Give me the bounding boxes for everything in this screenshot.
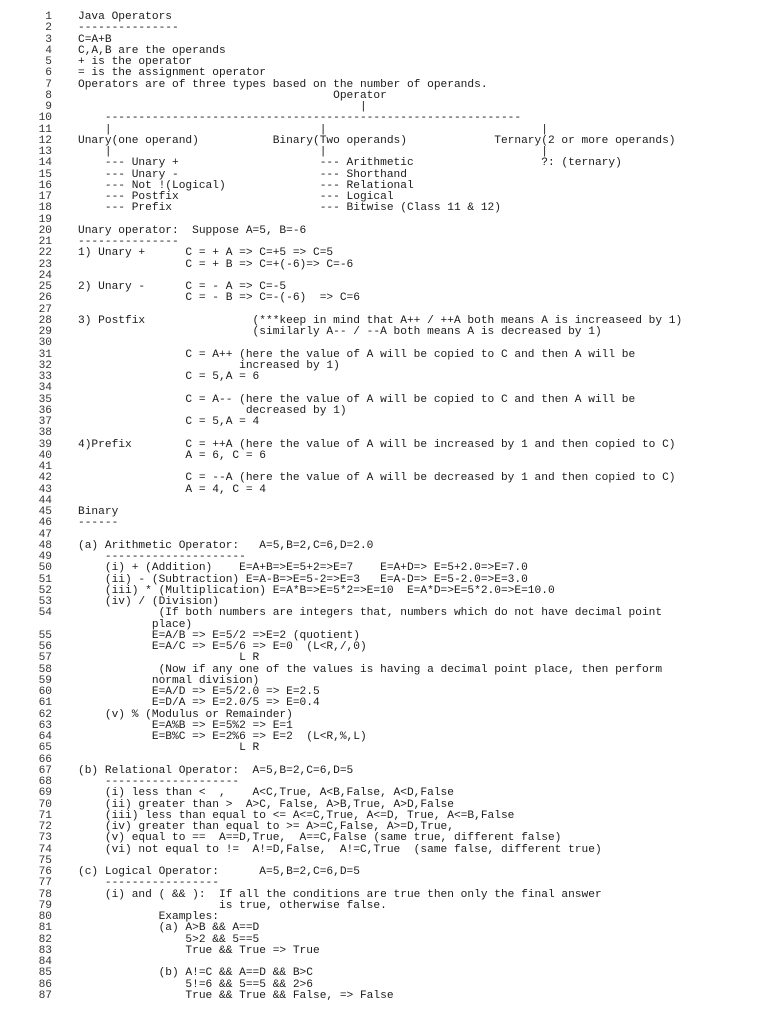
line-text: | xyxy=(78,101,367,113)
line-number: 15 xyxy=(38,168,52,181)
line-number: 18 xyxy=(38,202,52,215)
line-number: 44 xyxy=(38,494,52,507)
line-number: 3 xyxy=(45,33,52,46)
line-number: 49 xyxy=(38,551,52,563)
line-text: 5!=6 && 5==5 && 2>6 xyxy=(78,978,313,991)
line-number: 86 xyxy=(38,978,52,991)
line-text: Binary xyxy=(78,506,119,518)
text-line xyxy=(0,473,768,484)
text-line xyxy=(0,845,768,856)
line-text: (iv) / (Division) xyxy=(78,596,219,608)
line-number: 83 xyxy=(38,944,52,957)
line-text: E=A%B => E=5%2 => E=1 xyxy=(78,719,293,732)
line-text: | | | xyxy=(78,146,548,158)
line-number: 58 xyxy=(38,663,52,676)
line-number: 19 xyxy=(38,213,52,226)
line-number: 82 xyxy=(38,933,52,946)
text-line xyxy=(0,608,768,619)
line-text: C,A,B are the operands xyxy=(78,44,226,57)
line-number: 47 xyxy=(38,528,52,541)
line-text: --------------- xyxy=(78,236,179,248)
line-text: (b) A!=C && A==D && B>C xyxy=(78,967,313,980)
text-line xyxy=(0,946,768,957)
line-number: 42 xyxy=(38,472,52,485)
line-number: 67 xyxy=(38,764,52,777)
line-number: 70 xyxy=(38,798,52,811)
line-text: (v) equal to == A==D,True, A==C,False (same true, different false) xyxy=(78,832,562,845)
line-text: Operators are of three types based on the number of operands. xyxy=(78,78,488,91)
line-number: 57 xyxy=(38,652,52,665)
line-number: 9 xyxy=(45,101,52,113)
line-text: A = 4, C = 4 xyxy=(78,483,266,496)
line-text: ------ xyxy=(78,517,119,530)
line-number: 51 xyxy=(38,573,52,586)
line-number: 73 xyxy=(38,832,52,845)
line-text: (iii) * (Multiplication) E=A*B=>E=5*2=>E=10 E=A*D=>E=5*2.0=>E=10.0 xyxy=(78,584,555,597)
text-line xyxy=(0,518,768,529)
line-number: 31 xyxy=(38,348,52,361)
line-number: 37 xyxy=(38,416,52,428)
line-number: 38 xyxy=(38,427,52,440)
line-text: --------------------- xyxy=(78,551,246,563)
text-line xyxy=(0,113,768,124)
line-text: 3) Postfix (***keep in mind that A++ / ++A both means A is increaseed by 1) xyxy=(78,314,683,327)
line-number: 64 xyxy=(38,731,52,743)
line-number: 11 xyxy=(38,123,52,136)
line-number: 22 xyxy=(38,247,52,260)
line-number: 7 xyxy=(45,78,52,91)
line-text: --- Unary + --- Arithmetic ?: (ternary) xyxy=(78,157,622,170)
line-text: = is the assignment operator xyxy=(78,67,266,80)
line-number: 21 xyxy=(38,236,52,248)
text-line xyxy=(0,833,768,844)
line-text: E=B%C => E=2%6 => E=2 (L<R,%,L) xyxy=(78,731,367,743)
line-number: 24 xyxy=(38,269,52,282)
line-number: 16 xyxy=(38,179,52,192)
text-line xyxy=(0,260,768,271)
line-number: 84 xyxy=(38,956,52,968)
line-number: 78 xyxy=(38,888,52,901)
text-line xyxy=(0,203,768,214)
text-line xyxy=(0,68,768,79)
text-line xyxy=(0,788,768,799)
line-text: True && True => True xyxy=(78,944,320,957)
line-number: 46 xyxy=(38,517,52,530)
text-line xyxy=(0,327,768,338)
line-text: | | | xyxy=(78,123,548,136)
line-text: --- Postfix --- Logical xyxy=(78,191,394,203)
text-line xyxy=(0,248,768,259)
line-number: 45 xyxy=(38,506,52,518)
line-text: L R xyxy=(78,652,260,665)
text-line xyxy=(0,653,768,664)
line-text: (ii) - (Subtraction) E=A-B=>E=5-2=>E=3 E=A-D=> E=5-2.0=>E=3.0 xyxy=(78,573,528,586)
line-number: 62 xyxy=(38,708,52,721)
line-text: --- Prefix --- Bitwise (Class 11 & 12) xyxy=(78,202,501,215)
line-text: -------------------- xyxy=(78,776,240,788)
line-text: (Now if any one of the values is having a decimal point place, then perform xyxy=(78,663,663,676)
line-number: 25 xyxy=(38,281,52,293)
line-text: E=A/B => E=5/2 =>E=2 (quotient) xyxy=(78,629,360,642)
line-text: L R xyxy=(78,742,260,755)
line-number: 34 xyxy=(38,382,52,395)
line-text: (similarly A-- / --A both means A is decreased by 1) xyxy=(78,326,602,338)
line-number: 54 xyxy=(38,607,52,620)
line-text: 1) Unary + C = + A => C=+5 => C=5 xyxy=(78,247,334,260)
line-text: C = A-- (here the value of A will be copied to C and then A will be xyxy=(78,393,636,406)
line-number: 28 xyxy=(38,314,52,327)
line-number: 35 xyxy=(38,393,52,406)
line-text: 5>2 && 5==5 xyxy=(78,933,260,946)
line-text: True && True && False, => False xyxy=(78,989,394,1002)
line-number: 14 xyxy=(38,157,52,170)
line-text: decreased by 1) xyxy=(78,404,347,417)
line-text: C = --A (here the value of A will be decreased by 1 and then copied to C) xyxy=(78,472,676,485)
line-text: (ii) greater than > A>C, False, A>B,True, A>D,False xyxy=(78,798,454,811)
line-text: (i) and ( && ): If all the conditions are true then only the final answer xyxy=(78,888,602,901)
line-number: 26 xyxy=(38,292,52,305)
text-line xyxy=(0,417,768,428)
line-text: increased by 1) xyxy=(78,359,340,372)
line-text: (iv) greater than equal to >= A>=C,False, A>=D,True, xyxy=(78,821,454,833)
line-number: 60 xyxy=(38,686,52,698)
line-text: normal division) xyxy=(78,674,260,687)
line-text: --------------- xyxy=(78,22,179,35)
text-line xyxy=(0,428,768,439)
text-line xyxy=(0,485,768,496)
text-line xyxy=(0,293,768,304)
line-text: (a) A>B && A==D xyxy=(78,922,260,935)
line-text: 4)Prefix C = ++A (here the value of A will be increased by 1 and then copied to C) xyxy=(78,438,676,451)
line-text: (iii) less than equal to <= A<=C,True, A<=D, True, A<=B,False xyxy=(78,809,515,822)
line-number: 8 xyxy=(45,89,52,102)
line-number: 27 xyxy=(38,303,52,316)
line-number: 68 xyxy=(38,776,52,788)
line-number: 4 xyxy=(45,44,52,57)
line-number: 61 xyxy=(38,697,52,710)
line-number: 56 xyxy=(38,641,52,653)
line-number: 79 xyxy=(38,899,52,912)
line-text: (i) less than < , A<C,True, A<B,False, A<D,False xyxy=(78,787,454,800)
text-line xyxy=(0,743,768,754)
text-line xyxy=(0,383,768,394)
line-number: 36 xyxy=(38,404,52,417)
line-text: place) xyxy=(78,618,193,631)
line-text: Java Operators xyxy=(78,11,172,23)
line-number: 13 xyxy=(38,146,52,158)
line-number: 50 xyxy=(38,562,52,575)
line-number: 81 xyxy=(38,922,52,935)
line-text: ----------------- xyxy=(78,877,219,890)
line-text: Unary(one operand) Binary(Two operands) Ternary(2 or more operands) xyxy=(78,134,676,147)
line-number: 43 xyxy=(38,483,52,496)
text-line xyxy=(0,968,768,979)
line-number: 66 xyxy=(38,753,52,766)
line-text: + is the operator xyxy=(78,56,193,68)
line-number: 77 xyxy=(38,877,52,890)
line-number: 80 xyxy=(38,911,52,923)
text-line xyxy=(0,338,768,349)
line-text: -------------------------------------------------------------- xyxy=(78,112,522,125)
line-text: C = 5,A = 6 xyxy=(78,371,260,383)
text-line xyxy=(0,451,768,462)
line-text: (If both numbers are integers that, numbers which do not have decimal point xyxy=(78,607,663,620)
line-number: 69 xyxy=(38,787,52,800)
text-line xyxy=(0,158,768,169)
line-number: 23 xyxy=(38,258,52,271)
line-number: 5 xyxy=(45,56,52,68)
line-text: C = + B => C=+(-6)=> C=-6 xyxy=(78,258,354,271)
line-number: 74 xyxy=(38,843,52,856)
line-text: --- Unary - --- Shorthand xyxy=(78,168,407,181)
line-number: 1 xyxy=(45,11,52,23)
document-page xyxy=(0,12,768,1002)
line-number: 76 xyxy=(38,866,52,878)
line-number: 39 xyxy=(38,438,52,451)
text-line xyxy=(0,563,768,574)
line-number: 63 xyxy=(38,719,52,732)
line-text: A = 6, C = 6 xyxy=(78,449,266,462)
line-text: C = - B => C=-(-6) => C=6 xyxy=(78,292,360,305)
line-text: Unary operator: Suppose A=5, B=-6 xyxy=(78,224,307,237)
text-line xyxy=(0,698,768,709)
line-text: Operator xyxy=(78,89,387,102)
text-line xyxy=(0,991,768,1002)
line-number: 2 xyxy=(45,22,52,35)
text-line xyxy=(0,372,768,383)
line-text: E=D/A => E=2.0/5 => E=0.4 xyxy=(78,697,320,710)
line-number: 40 xyxy=(38,449,52,462)
line-number: 32 xyxy=(38,359,52,372)
line-number: 33 xyxy=(38,371,52,383)
line-text: is true, otherwise false. xyxy=(78,899,387,912)
line-text: E=A/D => E=5/2.0 => E=2.5 xyxy=(78,686,320,698)
line-text: (v) % (Modulus or Remainder) xyxy=(78,708,293,721)
line-number: 52 xyxy=(38,584,52,597)
line-text: 2) Unary - C = - A => C=-5 xyxy=(78,281,287,293)
line-text: --- Not !(Logical) --- Relational xyxy=(78,179,414,192)
line-number: 53 xyxy=(38,596,52,608)
line-text: E=A/C => E=5/6 => E=0 (L<R,/,0) xyxy=(78,641,367,653)
line-text: C = A++ (here the value of A will be copied to C and then A will be xyxy=(78,348,636,361)
line-number: 30 xyxy=(38,337,52,350)
text-line xyxy=(0,923,768,934)
line-number: 55 xyxy=(38,629,52,642)
line-number: 6 xyxy=(45,67,52,80)
line-number: 17 xyxy=(38,191,52,203)
line-number: 75 xyxy=(38,854,52,867)
line-number: 85 xyxy=(38,967,52,980)
line-number: 20 xyxy=(38,224,52,237)
line-number: 48 xyxy=(38,539,52,552)
line-number: 71 xyxy=(38,809,52,822)
line-text: (b) Relational Operator: A=5,B=2,C=6,D=5 xyxy=(78,764,354,777)
text-line xyxy=(0,23,768,34)
line-number: 29 xyxy=(38,326,52,338)
line-text: C=A+B xyxy=(78,33,112,46)
line-number: 87 xyxy=(38,989,52,1002)
line-number: 59 xyxy=(38,674,52,687)
line-text: (i) + (Addition) E=A+B=>E=5+2=>E=7 E=A+D=> E=5+2.0=>E=7.0 xyxy=(78,562,528,575)
line-text: C = 5,A = 4 xyxy=(78,416,260,428)
line-number: 10 xyxy=(38,112,52,125)
line-number: 41 xyxy=(38,461,52,473)
line-number: 12 xyxy=(38,134,52,147)
line-number: 72 xyxy=(38,821,52,833)
line-text: (c) Logical Operator: A=5,B=2,C=6,D=5 xyxy=(78,866,360,878)
line-text: Examples: xyxy=(78,911,219,923)
line-number: 65 xyxy=(38,742,52,755)
text-line xyxy=(0,878,768,889)
line-text: (a) Arithmetic Operator: A=5,B=2,C=6,D=2.0 xyxy=(78,539,374,552)
line-text: (vi) not equal to != A!=D,False, A!=C,True (same false, different true) xyxy=(78,843,602,856)
